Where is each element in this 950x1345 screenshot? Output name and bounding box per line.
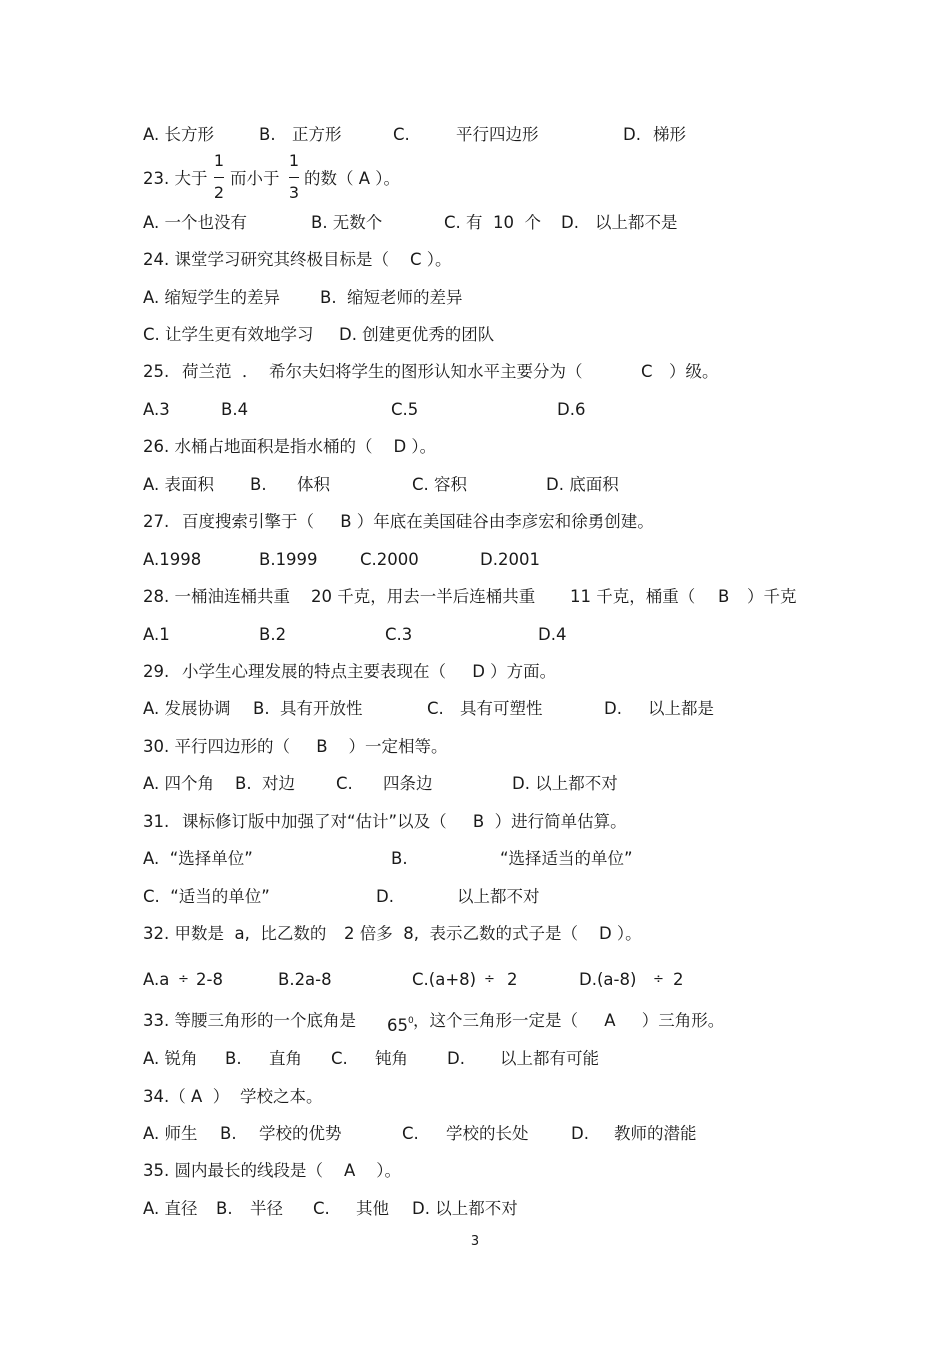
option-d: D.6: [557, 400, 586, 419]
option-b: B.2a-8: [278, 970, 332, 989]
option-b: B.2: [259, 625, 287, 644]
option-b-text: 直角: [269, 1049, 302, 1068]
option-d-text: 教师的潜能: [614, 1124, 697, 1143]
option-b-text: “选择适当的单位”: [500, 849, 633, 868]
option-a: A. 直径: [143, 1199, 198, 1218]
question-text: 24. 课堂学习研究其终极目标是（ C ）。: [143, 250, 452, 269]
divide-sign: ÷: [178, 972, 189, 987]
question-text-1: 28. 一桶油连桶共重: [143, 587, 290, 606]
option-d: D.: [571, 1124, 589, 1143]
question-answer: C: [641, 362, 653, 381]
question-number: 25.: [143, 362, 170, 381]
option-d: D.: [376, 887, 394, 906]
fraction-half: [212, 152, 226, 202]
question-mid: 而小于: [230, 169, 280, 188]
question-text: 百度搜索引擎于（ B ）年底在美国硅谷由李彦宏和徐勇创建。: [182, 512, 654, 531]
option-d-text: 以上都不是: [595, 213, 678, 232]
option-c: C.(a+8): [412, 970, 477, 989]
option-c: C. 容积: [412, 475, 468, 494]
option-b: B. 对边: [235, 774, 296, 793]
option-d-text: 以上都不对: [457, 887, 540, 906]
question-number: 27.: [143, 512, 170, 531]
option-d: D. 以上都不对: [512, 774, 618, 793]
question-text-3: 11 千克，桶重（: [570, 587, 696, 606]
question-text-1: 33. 等腰三角形的一个底角是: [143, 1011, 356, 1030]
option-a: A.1: [143, 625, 170, 644]
question-text-1: 32. 甲数是 a, 比乙数的: [143, 924, 327, 943]
option-b: B.: [391, 849, 408, 868]
page-number: 3: [470, 1234, 480, 1249]
option-c: C. 让学生更有效地学习: [143, 325, 314, 344]
fraction-bar: [289, 177, 299, 178]
option-d: D. 底面积: [546, 475, 619, 494]
option-a: A. 缩短学生的差异: [143, 288, 280, 307]
question-number: 31.: [143, 812, 170, 831]
option-a: A. 表面积: [143, 475, 214, 494]
option-c: C.: [331, 1049, 348, 1068]
option-a: A.1998: [143, 550, 202, 569]
option-c-text: 其他: [356, 1199, 389, 1218]
divide-sign: ÷: [484, 972, 495, 987]
question-end: ）级。: [669, 362, 719, 381]
question-answer: 34.（ A ）: [143, 1087, 230, 1106]
option-c: C.2000: [360, 550, 419, 569]
question-suffix: 的数（ A ）。: [304, 169, 401, 188]
angle-value: [387, 1008, 414, 1039]
option-b-text: 正方形: [292, 125, 342, 144]
option-d: D. 以上都不对: [412, 1199, 518, 1218]
question-text-2: 2 倍多 8, 表示乙数的式子是（ D ）。: [344, 924, 642, 943]
question-text: 课标修订版中加强了对“估计”以及（ B ）进行简单估算。: [182, 812, 627, 831]
option-d: D. 创建更优秀的团队: [339, 325, 495, 344]
option-c: C.: [402, 1124, 419, 1143]
option-c: C.: [393, 125, 410, 144]
option-c: C.: [427, 699, 444, 718]
question-text: 30. 平行四边形的（ B ）一定相等。: [143, 737, 448, 756]
option-a: A. 发展协调: [143, 699, 231, 718]
option-b: B. 缩短老师的差异: [320, 288, 463, 307]
option-a: A. 长方形: [143, 125, 214, 144]
degree-superscript: 0: [408, 1016, 414, 1026]
option-c-text: 四条边: [383, 774, 433, 793]
option-c: C. 有 10 个: [444, 213, 541, 232]
denominator: 3: [288, 183, 300, 202]
option-d-text: 以上都是: [648, 699, 714, 718]
denominator: 2: [213, 183, 225, 202]
option-b: B. 具有开放性: [253, 699, 363, 718]
question-text: 35. 圆内最长的线段是（ A ）。: [143, 1161, 401, 1180]
option-b: B.4: [221, 400, 249, 419]
divide-sign: ÷: [653, 972, 664, 987]
question-number: 29.: [143, 662, 170, 681]
question-text-2: 20 千克，用去一半后连桶共重: [311, 587, 536, 606]
option-c-text: 学校的长处: [446, 1124, 529, 1143]
option-a: A. 师生: [143, 1124, 198, 1143]
question-text: 26. 水桶占地面积是指水桶的（ D ）。: [143, 437, 437, 456]
question-text: 学校之本。: [240, 1087, 323, 1106]
option-b: B.: [220, 1124, 237, 1143]
option-a: A. 四个角: [143, 774, 214, 793]
option-b: B.: [216, 1199, 233, 1218]
option-b: B.: [250, 475, 267, 494]
option-d: D.(a-8): [579, 970, 637, 989]
option-c-rest: 2: [507, 970, 518, 989]
option-c-text: 具有可塑性: [460, 699, 543, 718]
option-d: D.: [447, 1049, 465, 1068]
numerator: 1: [213, 151, 225, 170]
option-d: D.: [623, 125, 641, 144]
fraction-bar: [214, 177, 224, 178]
option-c: C.3: [385, 625, 413, 644]
question-end: ）千克: [747, 587, 797, 606]
option-c: C. “适当的单位”: [143, 887, 270, 906]
question-text: 荷兰范 ． 希尔夫妇将学生的图形认知水平主要分为（: [182, 362, 583, 381]
option-b: B. 无数个: [311, 213, 383, 232]
option-c: C.: [313, 1199, 330, 1218]
option-a: A. 锐角: [143, 1049, 198, 1068]
option-d: D.2001: [480, 550, 540, 569]
option-a-rest: 2-8: [196, 970, 223, 989]
option-a: A.a: [143, 970, 170, 989]
option-c: C.5: [391, 400, 419, 419]
question-text: 小学生心理发展的特点主要表现在（ D ）方面。: [182, 662, 557, 681]
option-c-text: 钝角: [375, 1049, 408, 1068]
option-a: A. 一个也没有: [143, 213, 247, 232]
option-d: D.: [561, 213, 579, 232]
option-b: B.: [225, 1049, 242, 1068]
angle-number: 65: [387, 1016, 408, 1035]
numerator: 1: [288, 151, 300, 170]
option-b: B.1999: [259, 550, 318, 569]
option-a: A.3: [143, 400, 170, 419]
option-b-text: 学校的优势: [259, 1124, 342, 1143]
question-text-2: ，这个三角形一定是（ A ）三角形。: [413, 1011, 725, 1030]
option-d-text: 梯形: [653, 125, 686, 144]
option-c-text: 平行四边形: [456, 125, 539, 144]
option-b-text: 体积: [297, 475, 330, 494]
option-d-rest: 2: [673, 970, 684, 989]
option-b-text: 半径: [250, 1199, 283, 1218]
option-d: D.4: [538, 625, 567, 644]
option-d-text: 以上都有可能: [500, 1049, 599, 1068]
fraction-third: [287, 152, 301, 202]
option-b: B.: [259, 125, 276, 144]
option-c: C.: [336, 774, 353, 793]
option-a: A. “选择单位”: [143, 849, 253, 868]
option-d: D.: [604, 699, 622, 718]
question-answer: B: [718, 587, 730, 606]
question-prefix: 23. 大于: [143, 169, 208, 188]
